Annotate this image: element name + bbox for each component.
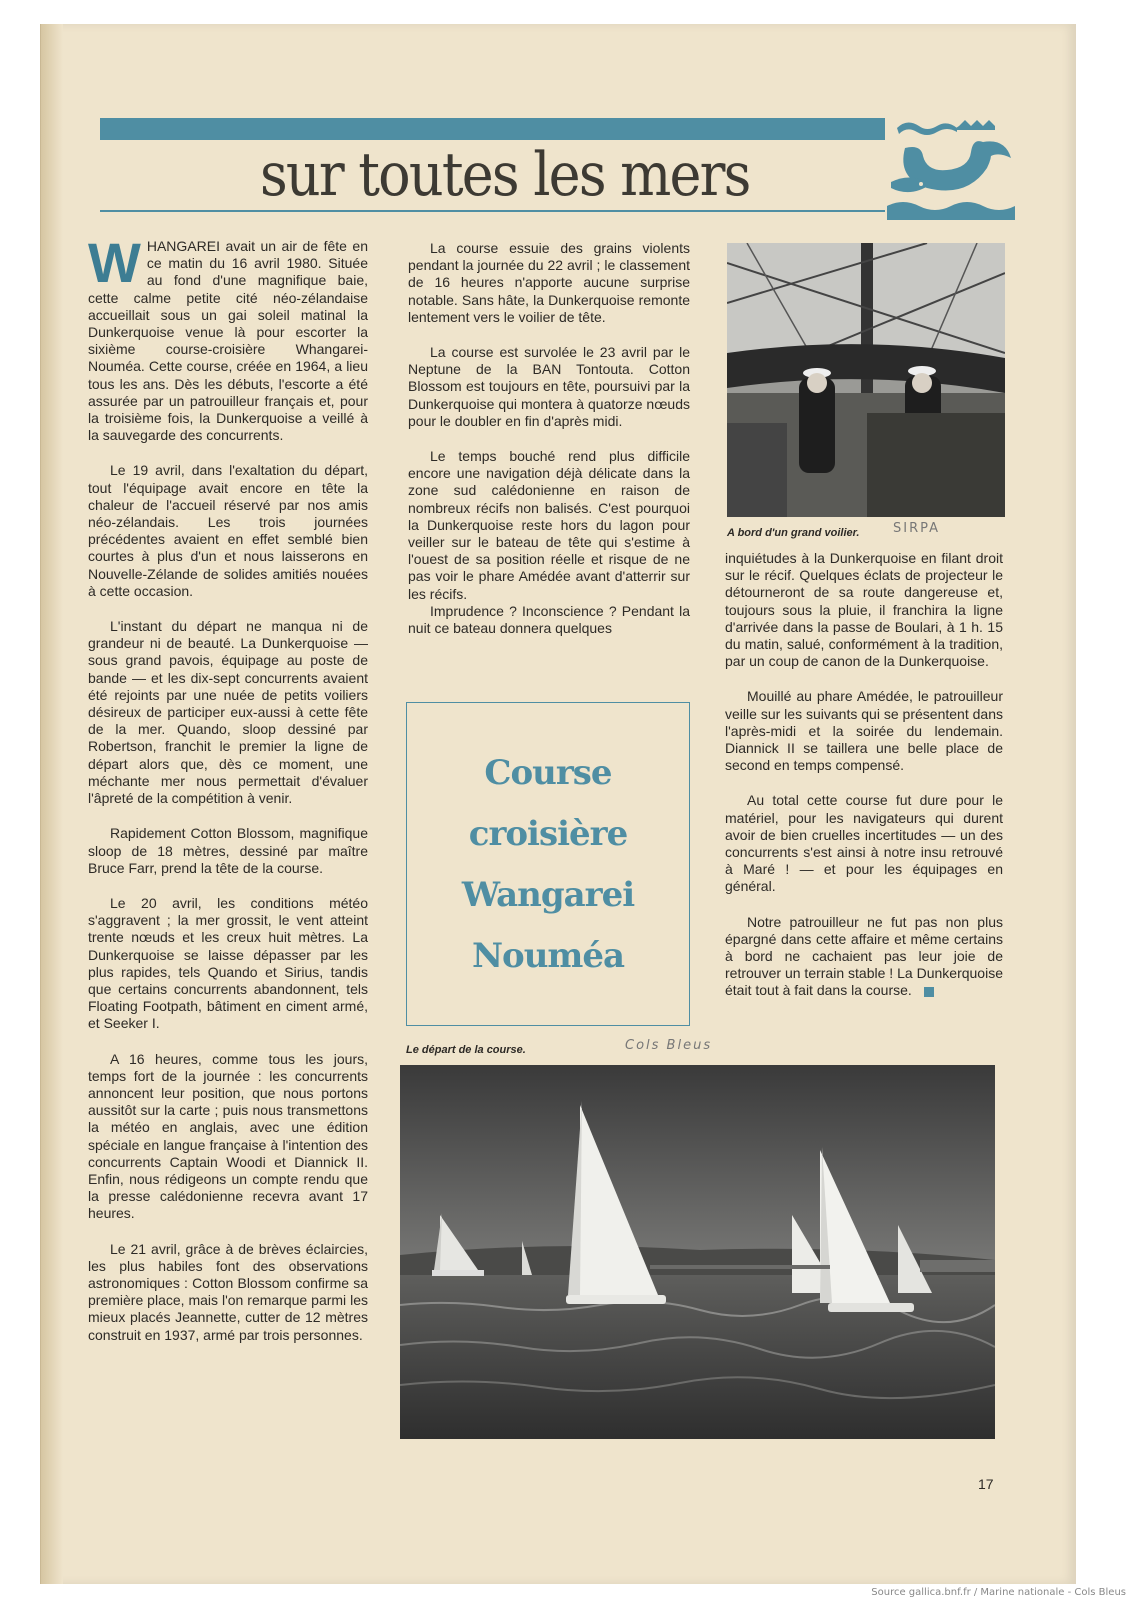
article-paragraph: Imprudence ? Inconscience ? Pendant la nuit ce bateau donnera quelques	[408, 602, 690, 637]
page-fold-shadow	[41, 24, 63, 1584]
photo2-credit-handwritten: Cols Bleus	[625, 1038, 713, 1053]
boxed-headline	[406, 702, 690, 1026]
article-paragraph: WHANGAREI avait un air de fête en ce matin du 16 avril 1980. Située au fond d'une magnifique baie, cette calme petite cité néo-zélandaise accueillait sous un gai soleil matinal la Dunkerquoise venue là pour escorter la sixième course-croisière Whangarei-Nouméa. Cette course, créée en 1964, a lieu tous les ans. Dès les débuts, l'escorte a été assurée par un patrouilleur français et, pour la troisième fois, la Dunkerquoise a veillé à la sauvegarde des concurrents.	[88, 231, 368, 444]
header-bar	[100, 118, 885, 140]
article-paragraph: L'instant du départ ne manqua ni de grandeur ni de beauté. La Dunkerquoise — sous grand pavois, équipage au poste de bande — et les dix-sept concurrents avaient été rejoints par une nuée de petits voiliers désireux de participer eux-aussi à cette fête de la mer. Quando, sloop dessiné par Robertson, franchit le premier la ligne de départ alors que, dès ce moment, une méchante mer nous permettait d'évaluer l'âpreté de la compétition à venir.	[88, 618, 368, 807]
article-paragraph: A 16 heures, comme tous les jours, temps fort de la journée : les concurrents annoncent leur position, que nous portons aussitôt sur la carte ; puis nous transmettons la météo en anglais, avec une édition spéciale en langue française à l'intention des concurrents Captain Woodi et Diannick II. Enfin, nous rédigeons un compte rendu que la presse calédonienne recevra avant 17 heures.	[88, 1050, 368, 1222]
article-paragraph: La course essuie des grains violents pendant la journée du 22 avril ; le classement de 16 heures n'apporte aucune surprise notable. Sans hâte, la Dunkerquoise remonte lentement vers le voilier de tête.	[408, 240, 690, 325]
photo1-credit-handwritten: SIRPA	[893, 521, 941, 536]
drop-cap: W	[88, 231, 141, 294]
article-paragraph: Rapidement Cotton Blossom, magnifique sloop de 18 mètres, dessiné par maître Bruce Farr, prend la tête de la course.	[88, 825, 368, 876]
article-paragraph: Le temps bouché rend plus difficile encore une navigation déjà délicate dans la zone sud calédonienne en raison de nombreux récifs non balisés. C'est pourquoi la Dunkerquoise reste hors du lagon pour veiller sur le bateau de tête qui s'estime à l'ouest de sa position réelle et risque de ne pas voir le phare Amédée avant d'atterrir sur les récifs.	[408, 448, 690, 602]
article-paragraph: Le 21 avril, grâce à de brèves éclaircies, les plus habiles font des observations astronomiques : Cotton Blossom confirme sa première place, mais l'on remarque parmi les mieux placés Jeannette, cutter de 12 mètres construit en 1937, armé par trois personnes.	[88, 1240, 368, 1343]
boxed-headline-line: croisière	[468, 814, 628, 854]
article-paragraph: Le 19 avril, dans l'exaltation du départ, tout l'équipage avait encore en tête la chaleur de l'accueil réservé par nos amis néo-zélandais. Les trois journées précédentes avaient en effet semblé bien courtes à plus d'un et nous laisserons en Nouvelle-Zélande de solides amitiés nouées à cette occasion.	[88, 462, 368, 599]
header-rule	[100, 210, 885, 212]
article-paragraph: inquiétudes à la Dunkerquoise en filant droit sur le récif. Quelques éclats de projecteur le détourneront de sa route dangereuse et, toujours sous la pluie, il franchira la ligne d'arrivée dans la passe de Boulari, à 1 h. 15 du matin, salué, conformément à la tradition, par un coup de canon de la Dunkerquoise.	[725, 550, 1003, 670]
photo2-caption: Le départ de la course.	[406, 1044, 526, 1056]
boxed-headline-line: Wangarei	[461, 875, 635, 915]
regatta-start-photo	[400, 1065, 995, 1439]
article-paragraph: Au total cette course fut dure pour le matériel, pour les navigateurs qui durent avoir de bien cruelles incertitudes — un des concurrents s'est ainsi à notre insu retrouvé à Maré ! — et pour les équipages en général.	[725, 792, 1003, 895]
article-paragraph: Mouillé au phare Amédée, le patrouilleur veille sur les suivants qui se présentent dans l'après-midi et la soirée du lendemain. Diannick II se taillera une belle place de second en temps compensé.	[725, 688, 1003, 774]
sailboats-image	[400, 1065, 995, 1439]
tall-ship-deck-photo	[727, 243, 1005, 517]
page-number: 17	[978, 1476, 994, 1492]
page-title: sur toutes les mers	[260, 140, 750, 210]
boxed-headline-line: Course	[484, 753, 612, 793]
sea-serpent-logo-icon	[887, 118, 1015, 220]
photo1-caption: A bord d'un grand voilier.	[727, 527, 860, 539]
article-column-1	[88, 231, 368, 1362]
end-of-article-square-icon	[924, 987, 934, 997]
article-paragraph: Notre patrouilleur ne fut pas non plus épargné dans cette affaire et même certains à bord ne cachaient pas leur joie de retrouver un terrain stable ! La Dunkerquoise était tout à fait dans la course.	[725, 913, 1003, 999]
boxed-headline-line: Nouméa	[471, 936, 625, 976]
article-paragraph: La course est survolée le 23 avril par le Neptune de la BAN Tontouta. Cotton Blossom est toujours en tête, poursuivi par la Dunkerquoise qui montera à quatorze nœuds pour le doubler en fin d'après midi.	[408, 344, 690, 429]
source-attribution: Source gallica.bnf.fr / Marine nationale - Cols Bleus	[871, 1587, 1126, 1598]
article-column-2	[408, 240, 690, 655]
article-paragraph: Le 20 avril, les conditions météo s'aggravent ; la mer grossit, le vent atteint trente nœuds et les creux huit mètres. La Dunkerquoise se laisse dépasser par les plus rapides, tels Quando et Sirius, tandis que certains concurrents abandonnent, tels Floating Footpath, bâtiment en ciment armé, et Seeker I.	[88, 894, 368, 1032]
article-column-3	[725, 550, 1003, 1000]
tall-ship-deck-image	[727, 243, 1005, 517]
